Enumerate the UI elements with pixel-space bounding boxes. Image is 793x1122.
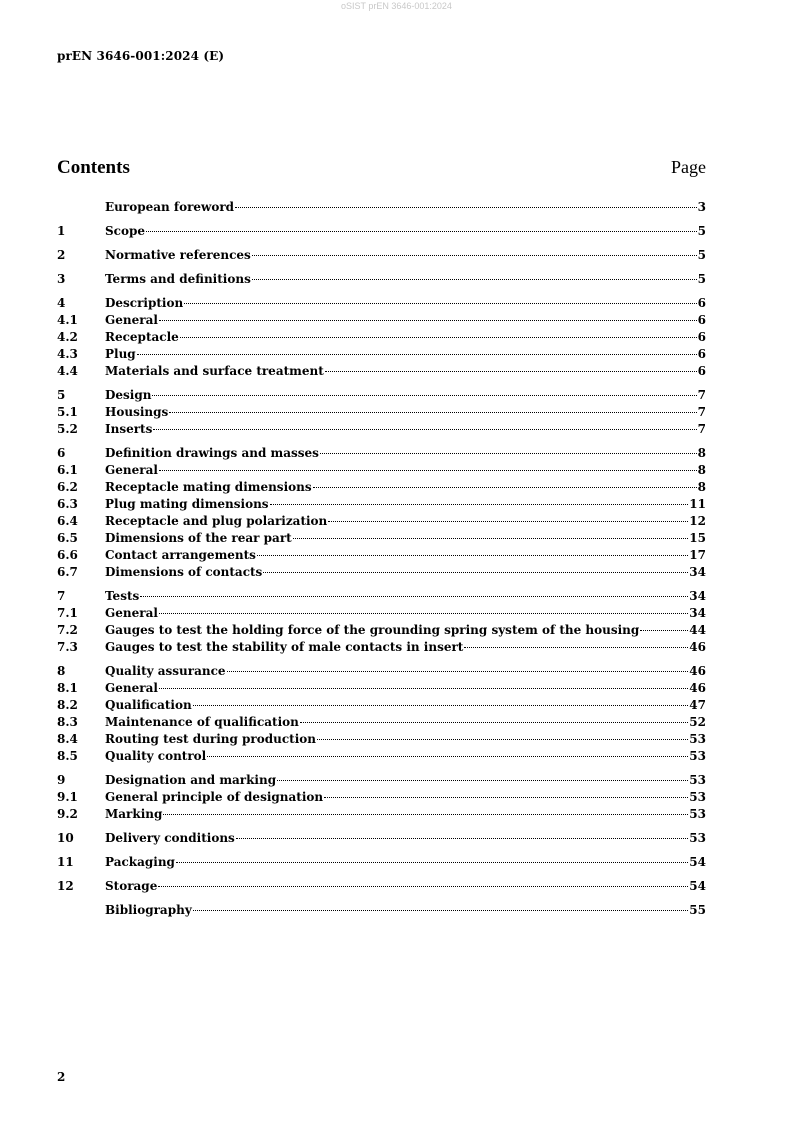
toc-entry-number: 9 bbox=[57, 773, 66, 787]
toc-group bbox=[57, 272, 706, 289]
toc-entry-page: 3 bbox=[697, 200, 706, 214]
toc-entry[interactable] bbox=[57, 749, 706, 766]
toc-entry-page: 46 bbox=[689, 664, 706, 678]
toc-entry-page: 53 bbox=[689, 790, 706, 804]
toc-dot-leader bbox=[640, 630, 688, 631]
toc-entry-title: Storage bbox=[105, 879, 158, 893]
toc-entry-number: 2 bbox=[57, 248, 66, 262]
toc-entry-page: 5 bbox=[697, 224, 706, 238]
toc-entry-number: 9.1 bbox=[57, 790, 78, 804]
toc-entry-number: 6.1 bbox=[57, 463, 78, 477]
contents-header bbox=[57, 157, 706, 179]
toc-dot-leader bbox=[169, 412, 696, 413]
toc-entry-title: Packaging bbox=[105, 855, 175, 869]
toc-entry-page: 5 bbox=[697, 248, 706, 262]
toc-dot-leader bbox=[313, 487, 697, 488]
toc-entry[interactable] bbox=[57, 296, 706, 313]
watermark: oSIST prEN 3646-001:2024 bbox=[341, 1, 452, 11]
toc-dot-leader bbox=[324, 797, 688, 798]
contents-title: Contents bbox=[57, 157, 130, 178]
toc-entry-page: 15 bbox=[689, 531, 706, 545]
toc-entry-title: Receptacle bbox=[105, 330, 179, 344]
toc-dot-leader bbox=[328, 521, 688, 522]
toc-entry[interactable] bbox=[57, 330, 706, 347]
toc-entry-page: 53 bbox=[689, 773, 706, 787]
toc-dot-leader bbox=[153, 429, 696, 430]
toc-entry-number: 4.1 bbox=[57, 313, 78, 327]
toc-entry-title: Gauges to test the stability of male contacts in insert bbox=[105, 640, 464, 654]
toc-entry[interactable] bbox=[57, 497, 706, 514]
toc-entry-number: 6.6 bbox=[57, 548, 78, 562]
toc-entry[interactable] bbox=[57, 347, 706, 364]
toc-entry-number: 6.7 bbox=[57, 565, 78, 579]
toc-entry-title: General bbox=[105, 681, 158, 695]
toc-entry-page: 53 bbox=[689, 831, 706, 845]
toc-entry-title: Design bbox=[105, 388, 152, 402]
toc-entry-title: Contact arrangements bbox=[105, 548, 256, 562]
toc-dot-leader bbox=[159, 688, 688, 689]
toc-entry-title: Plug bbox=[105, 347, 136, 361]
toc-entry-number: 5.2 bbox=[57, 422, 78, 436]
toc-entry-page: 34 bbox=[689, 565, 706, 579]
toc-group bbox=[57, 589, 706, 657]
toc-entry-page: 6 bbox=[697, 296, 706, 310]
toc-group bbox=[57, 248, 706, 265]
toc-dot-leader bbox=[236, 838, 688, 839]
toc-entry-page: 53 bbox=[689, 749, 706, 763]
toc-entry-page: 7 bbox=[697, 422, 706, 436]
toc-entry-title: Marking bbox=[105, 807, 163, 821]
toc-entry-number: 8.4 bbox=[57, 732, 78, 746]
toc-entry-title: Plug mating dimensions bbox=[105, 497, 269, 511]
toc-entry-number: 1 bbox=[57, 224, 66, 238]
toc-entry-title: Terms and definitions bbox=[105, 272, 251, 286]
toc-entry-title: Materials and surface treatment bbox=[105, 364, 324, 378]
toc-dot-leader bbox=[152, 395, 696, 396]
toc-entry-page: 6 bbox=[697, 347, 706, 361]
toc-entry-title: Receptacle mating dimensions bbox=[105, 480, 312, 494]
toc-dot-leader bbox=[300, 722, 688, 723]
toc-entry-title: Dimensions of the rear part bbox=[105, 531, 292, 545]
toc-entry[interactable] bbox=[57, 879, 706, 896]
toc-dot-leader bbox=[163, 814, 688, 815]
toc-entry-title: General bbox=[105, 463, 158, 477]
toc-entry-page: 52 bbox=[689, 715, 706, 729]
toc-dot-leader bbox=[184, 303, 696, 304]
toc-entry-title: Inserts bbox=[105, 422, 153, 436]
toc-entry-number: 5.1 bbox=[57, 405, 78, 419]
toc-entry-title: Description bbox=[105, 296, 184, 310]
toc-entry-title: Qualification bbox=[105, 698, 192, 712]
toc-entry-page: 54 bbox=[689, 855, 706, 869]
toc-entry-number: 8.5 bbox=[57, 749, 78, 763]
toc-entry[interactable] bbox=[57, 715, 706, 732]
toc-entry-page: 7 bbox=[697, 388, 706, 402]
toc-entry[interactable] bbox=[57, 606, 706, 623]
toc-entry[interactable] bbox=[57, 640, 706, 657]
toc-group bbox=[57, 664, 706, 766]
toc-entry-page: 5 bbox=[697, 272, 706, 286]
toc-entry-title: Quality assurance bbox=[105, 664, 226, 678]
toc-entry-number: 4 bbox=[57, 296, 66, 310]
toc-entry-title: Quality control bbox=[105, 749, 207, 763]
toc-entry-title: Designation and marking bbox=[105, 773, 277, 787]
toc-entry-page: 6 bbox=[697, 313, 706, 327]
toc-entry-title: Gauges to test the holding force of the grounding spring system of the housing bbox=[105, 623, 640, 637]
toc-entry[interactable] bbox=[57, 790, 706, 807]
toc-entry-page: 17 bbox=[689, 548, 706, 562]
toc-entry-page: 6 bbox=[697, 364, 706, 378]
toc-dot-leader bbox=[293, 538, 689, 539]
toc-group bbox=[57, 296, 706, 381]
toc-entry-number: 8.2 bbox=[57, 698, 78, 712]
toc-entry-number: 8.3 bbox=[57, 715, 78, 729]
toc-dot-leader bbox=[158, 886, 688, 887]
toc-entry[interactable] bbox=[57, 463, 706, 480]
toc-dot-leader bbox=[159, 613, 688, 614]
toc-group bbox=[57, 446, 706, 582]
toc-dot-leader bbox=[159, 320, 697, 321]
toc-dot-leader bbox=[180, 337, 697, 338]
toc-entry-title: Normative references bbox=[105, 248, 251, 262]
toc-dot-leader bbox=[207, 756, 688, 757]
toc-dot-leader bbox=[235, 207, 697, 208]
toc-entry-title: Routing test during production bbox=[105, 732, 317, 746]
document-id: prEN 3646-001:2024 (E) bbox=[57, 49, 225, 63]
toc-dot-leader bbox=[263, 572, 688, 573]
toc-entry[interactable] bbox=[57, 388, 706, 405]
toc-entry-title: Bibliography bbox=[105, 903, 192, 917]
toc-entry[interactable] bbox=[57, 807, 706, 824]
toc-entry[interactable] bbox=[57, 446, 706, 463]
toc-entry-number: 6 bbox=[57, 446, 66, 460]
toc-entry-number: 6.5 bbox=[57, 531, 78, 545]
toc-entry-page: 6 bbox=[697, 330, 706, 344]
toc-entry-title: Tests bbox=[105, 589, 140, 603]
table-of-contents bbox=[57, 200, 706, 927]
toc-entry[interactable] bbox=[57, 623, 706, 640]
toc-entry[interactable] bbox=[57, 589, 706, 606]
toc-entry[interactable] bbox=[57, 514, 706, 531]
toc-entry-page: 11 bbox=[689, 497, 706, 511]
toc-dot-leader bbox=[176, 862, 688, 863]
toc-dot-leader bbox=[159, 470, 697, 471]
toc-entry-page: 44 bbox=[689, 623, 706, 637]
toc-entry-title: Scope bbox=[105, 224, 146, 238]
page-number: 2 bbox=[57, 1070, 66, 1084]
toc-entry-number: 3 bbox=[57, 272, 66, 286]
toc-entry-title: Maintenance of qualification bbox=[105, 715, 299, 729]
toc-entry-page: 53 bbox=[689, 732, 706, 746]
toc-entry-title: General principle of designation bbox=[105, 790, 324, 804]
toc-dot-leader bbox=[137, 354, 697, 355]
toc-entry[interactable] bbox=[57, 422, 706, 439]
toc-entry-number: 4.2 bbox=[57, 330, 78, 344]
toc-entry-page: 46 bbox=[689, 681, 706, 695]
toc-entry[interactable] bbox=[57, 405, 706, 422]
toc-entry[interactable] bbox=[57, 248, 706, 265]
toc-dot-leader bbox=[252, 255, 697, 256]
toc-entry-page: 54 bbox=[689, 879, 706, 893]
toc-entry-page: 53 bbox=[689, 807, 706, 821]
toc-entry[interactable] bbox=[57, 831, 706, 848]
toc-entry[interactable] bbox=[57, 855, 706, 872]
toc-dot-leader bbox=[464, 647, 688, 648]
toc-entry-number: 12 bbox=[57, 879, 74, 893]
toc-entry-title: Receptacle and plug polarization bbox=[105, 514, 328, 528]
toc-entry-title: Housings bbox=[105, 405, 169, 419]
toc-entry-number: 6.3 bbox=[57, 497, 78, 511]
toc-dot-leader bbox=[146, 231, 697, 232]
toc-dot-leader bbox=[317, 739, 688, 740]
toc-entry-number: 7 bbox=[57, 589, 66, 603]
toc-dot-leader bbox=[257, 555, 688, 556]
toc-entry[interactable] bbox=[57, 664, 706, 681]
toc-dot-leader bbox=[227, 671, 689, 672]
toc-group bbox=[57, 200, 706, 217]
toc-entry-number: 8.1 bbox=[57, 681, 78, 695]
toc-entry-page: 46 bbox=[689, 640, 706, 654]
toc-entry-page: 34 bbox=[689, 606, 706, 620]
toc-entry[interactable] bbox=[57, 681, 706, 698]
toc-dot-leader bbox=[193, 705, 689, 706]
page-column-label: Page bbox=[671, 157, 706, 177]
toc-dot-leader bbox=[193, 910, 689, 911]
toc-dot-leader bbox=[277, 780, 688, 781]
toc-entry-title: Delivery conditions bbox=[105, 831, 235, 845]
toc-entry-title: General bbox=[105, 606, 158, 620]
toc-entry-page: 47 bbox=[689, 698, 706, 712]
toc-entry-number: 7.3 bbox=[57, 640, 78, 654]
toc-entry-title: Definition drawings and masses bbox=[105, 446, 319, 460]
toc-entry-title: European foreword bbox=[105, 200, 235, 214]
toc-entry[interactable] bbox=[57, 272, 706, 289]
toc-entry-page: 8 bbox=[697, 463, 706, 477]
toc-dot-leader bbox=[140, 596, 688, 597]
toc-dot-leader bbox=[320, 453, 697, 454]
toc-entry-number: 6.2 bbox=[57, 480, 78, 494]
toc-entry-page: 7 bbox=[697, 405, 706, 419]
toc-group bbox=[57, 879, 706, 896]
toc-entry[interactable] bbox=[57, 548, 706, 565]
toc-group bbox=[57, 224, 706, 241]
toc-group bbox=[57, 903, 706, 920]
toc-entry-number: 4.4 bbox=[57, 364, 78, 378]
toc-entry-page: 8 bbox=[697, 446, 706, 460]
toc-entry[interactable] bbox=[57, 698, 706, 715]
toc-entry[interactable] bbox=[57, 313, 706, 330]
toc-entry[interactable] bbox=[57, 364, 706, 381]
toc-group bbox=[57, 773, 706, 824]
toc-entry[interactable] bbox=[57, 480, 706, 497]
toc-entry-number: 4.3 bbox=[57, 347, 78, 361]
toc-entry[interactable] bbox=[57, 903, 706, 920]
toc-entry[interactable] bbox=[57, 565, 706, 582]
toc-entry-number: 7.1 bbox=[57, 606, 78, 620]
toc-entry-page: 8 bbox=[697, 480, 706, 494]
toc-entry-page: 55 bbox=[689, 903, 706, 917]
toc-entry-number: 7.2 bbox=[57, 623, 78, 637]
toc-entry-number: 5 bbox=[57, 388, 66, 402]
toc-entry-number: 10 bbox=[57, 831, 74, 845]
toc-entry-title: Dimensions of contacts bbox=[105, 565, 263, 579]
toc-dot-leader bbox=[252, 279, 697, 280]
toc-entry-title: General bbox=[105, 313, 158, 327]
toc-entry[interactable] bbox=[57, 773, 706, 790]
toc-group bbox=[57, 855, 706, 872]
toc-entry-number: 6.4 bbox=[57, 514, 78, 528]
toc-entry-number: 8 bbox=[57, 664, 66, 678]
toc-group bbox=[57, 388, 706, 439]
toc-entry-page: 34 bbox=[689, 589, 706, 603]
toc-dot-leader bbox=[325, 371, 697, 372]
toc-entry[interactable] bbox=[57, 732, 706, 749]
toc-entry-page: 12 bbox=[689, 514, 706, 528]
toc-group bbox=[57, 831, 706, 848]
toc-entry[interactable] bbox=[57, 531, 706, 548]
toc-entry-number: 11 bbox=[57, 855, 74, 869]
toc-entry[interactable] bbox=[57, 200, 706, 217]
toc-dot-leader bbox=[270, 504, 689, 505]
toc-entry[interactable] bbox=[57, 224, 706, 241]
toc-entry-number: 9.2 bbox=[57, 807, 78, 821]
